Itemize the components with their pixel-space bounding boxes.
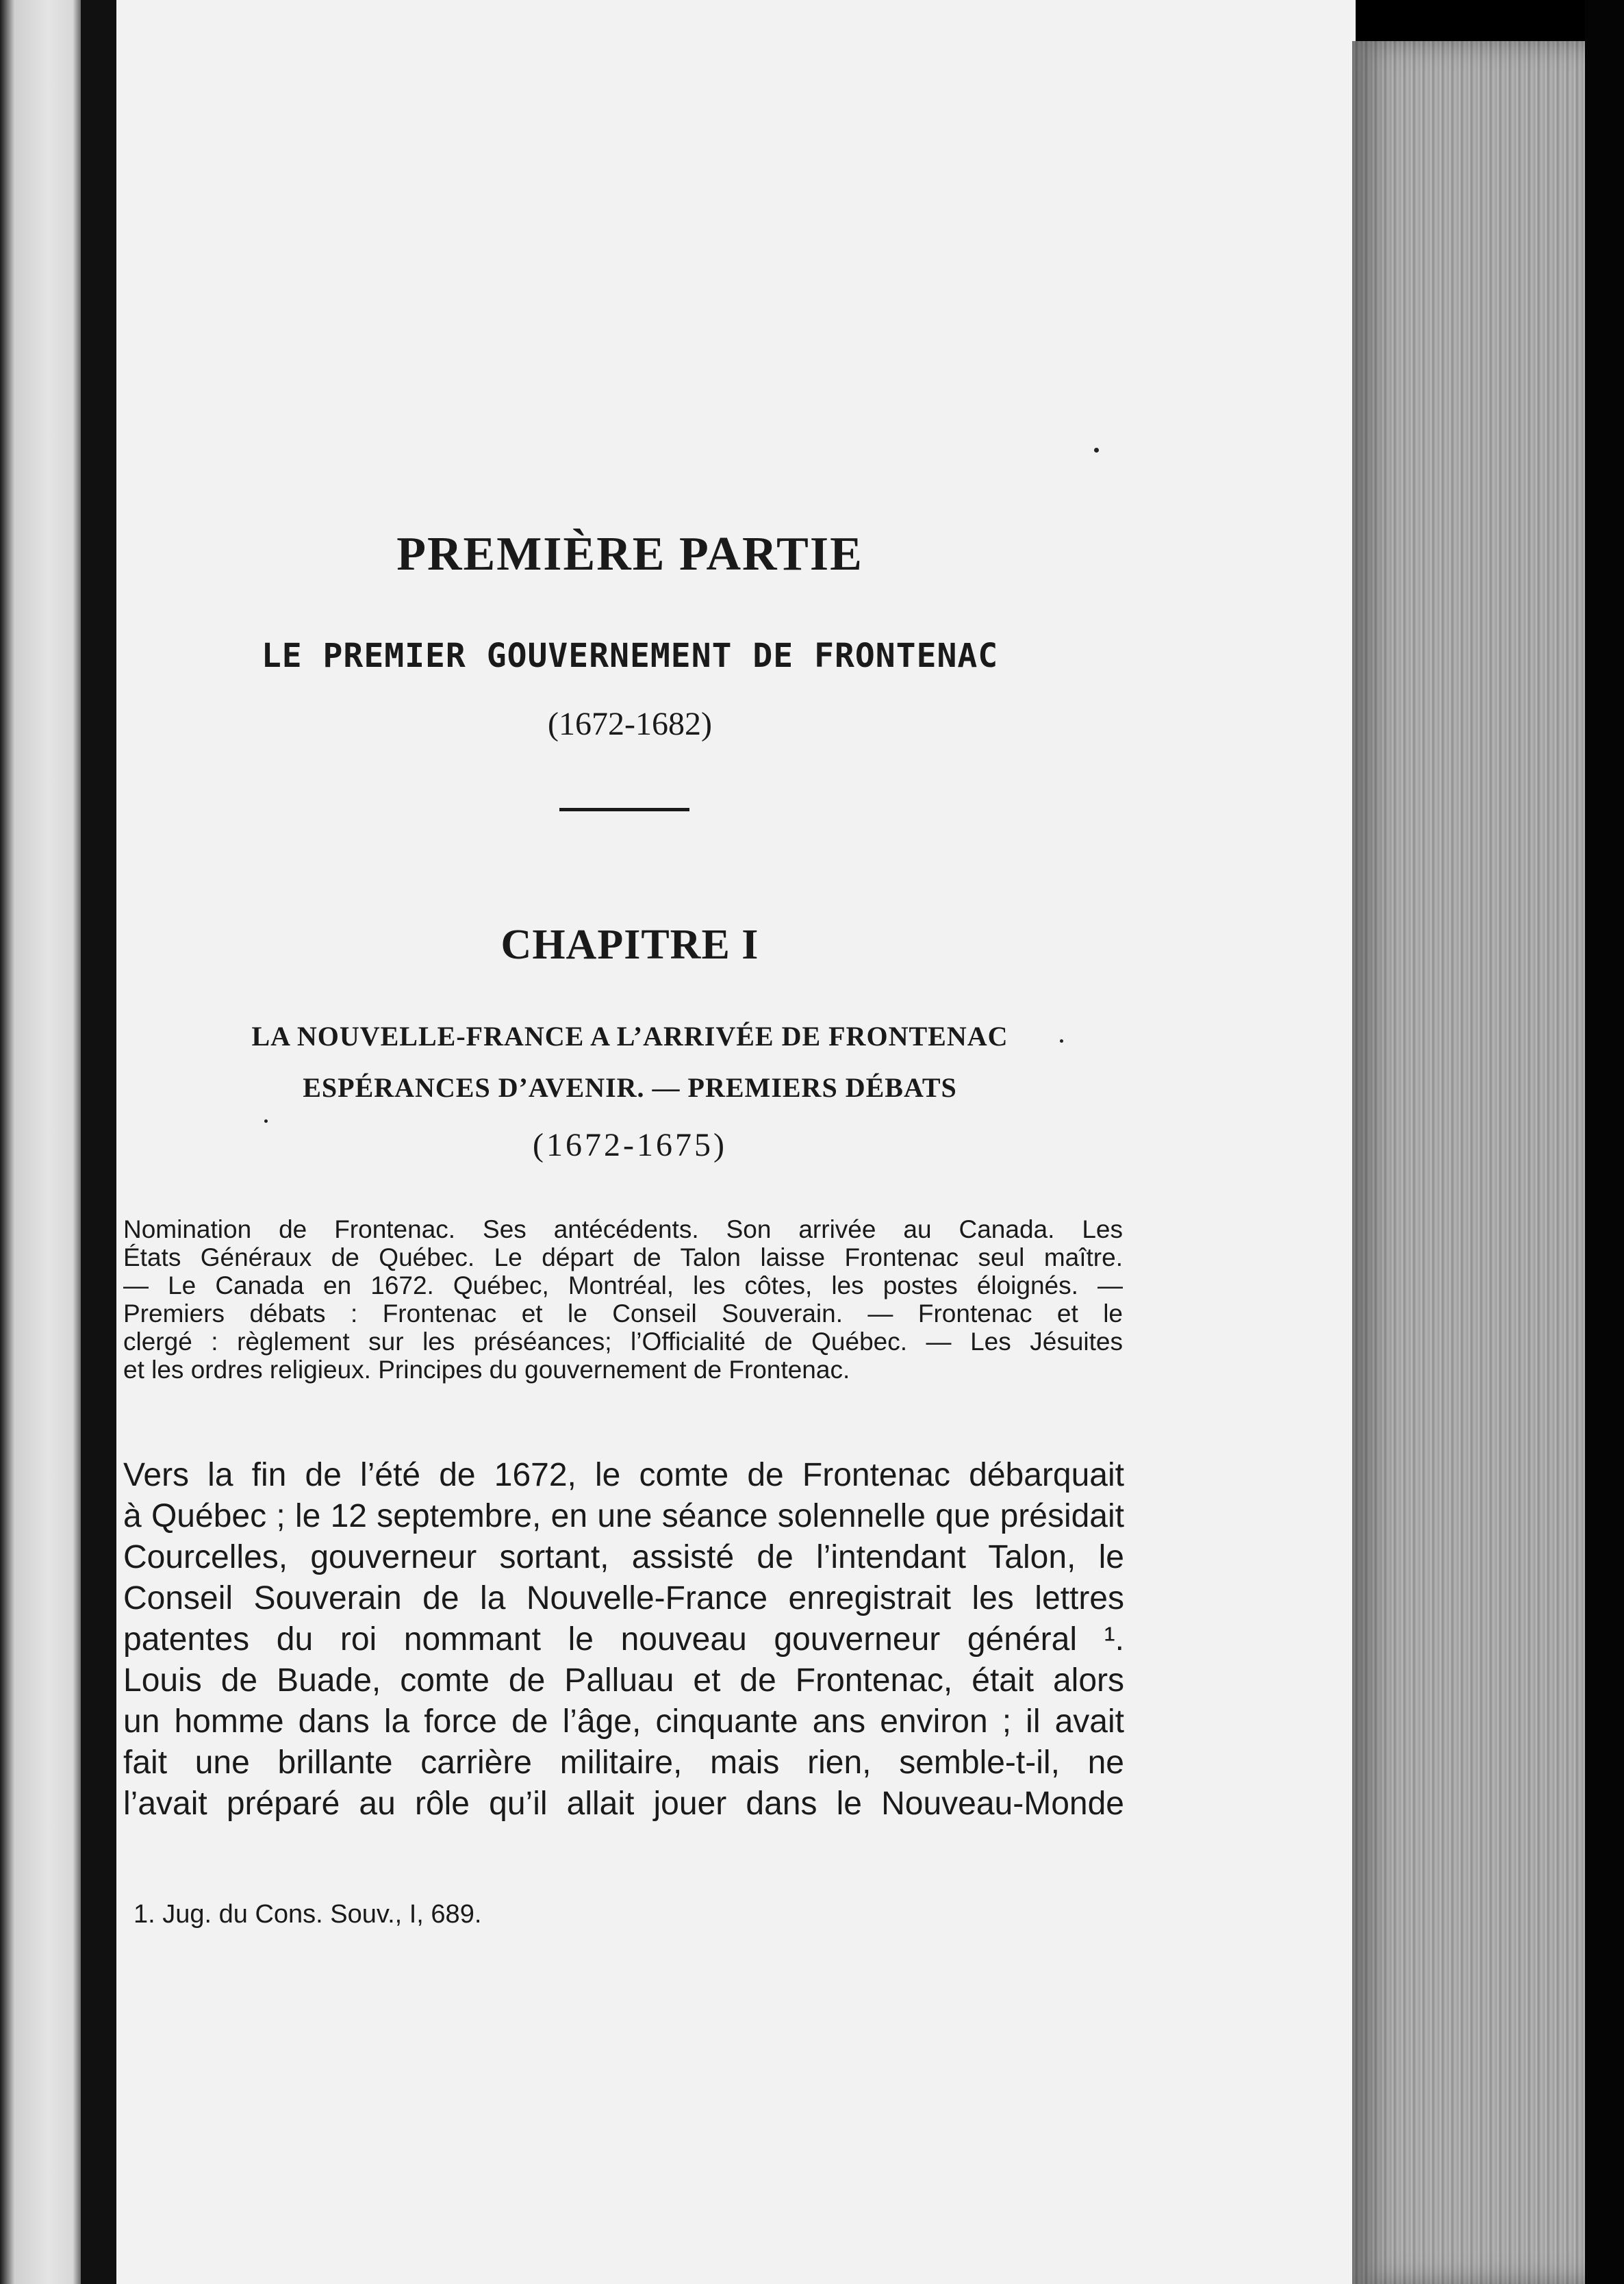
summary-line: Premiers débats : Frontenac et le Conseil Souverain. — Frontenac et le [123,1299,1123,1328]
summary-line: États Généraux de Québec. Le départ de Talon laisse Frontenac seul maître. [123,1243,1123,1271]
body-line: un homme dans la force de l’âge, cinquante ans environ ; il avait [123,1703,1124,1740]
chapter-subtitle-line-2: ESPÉRANCES D’AVENIR. — PREMIERS DÉBATS [303,1072,957,1103]
scan-border-right [1585,0,1624,2284]
chapter-title: CHAPITRE I [500,922,759,968]
summary-line: — Le Canada en 1672. Québec, Montréal, les côtes, les postes éloignés. — [123,1271,1123,1299]
government-title: LE PREMIER GOUVERNEMENT DE FRONTENAC [261,637,999,675]
print-speck [1094,448,1099,453]
chapter-summary [123,1215,1123,1384]
book-gutter [81,0,116,2284]
body-line: l’avait préparé au rôle qu’il allait jouer dans le Nouveau-Monde [123,1786,1124,1822]
summary-line: Nomination de Frontenac. Ses antécédents. Son arrivée au Canada. Les [123,1215,1123,1243]
summary-line: clergé : règlement sur les préséances; l’Officialité de Québec. — Les Jésuites [123,1328,1123,1356]
summary-line: et les ordres religieux. Principes du gouvernement de Frontenac. [123,1356,850,1384]
chapter-dates: (1672-1675) [533,1127,727,1163]
footnote: 1. Jug. du Cons. Souv., I, 689. [134,1900,482,1929]
body-line: à Québec ; le 12 septembre, en une séance solennelle que présidait [123,1498,1124,1534]
body-line: Courcelles, gouverneur sortant, assisté de l’intendant Talon, le [123,1539,1124,1575]
part-title: PREMIÈRE PARTIE [396,528,863,581]
body-paragraph [123,1455,1124,1825]
facing-page-edge [0,0,81,2284]
print-speck [264,1119,268,1123]
page-edges-stack [1352,41,1585,2284]
body-line: Vers la fin de l’été de 1672, le comte de Frontenac débarquait [123,1457,1124,1493]
body-line: Conseil Souverain de la Nouvelle-France enregistrait les lettres [123,1580,1124,1616]
section-divider [559,808,689,811]
body-line: patentes du roi nommant le nouveau gouverneur général ¹. [123,1621,1124,1658]
government-dates: (1672-1682) [548,706,712,742]
body-line: Louis de Buade, comte de Palluau et de Frontenac, était alors [123,1662,1124,1699]
body-line: fait une brillante carrière militaire, mais rien, semble-t-il, ne [123,1744,1124,1781]
chapter-subtitle-line-1: LA NOUVELLE-FRANCE A L’ARRIVÉE DE FRONTENAC [251,1021,1008,1052]
